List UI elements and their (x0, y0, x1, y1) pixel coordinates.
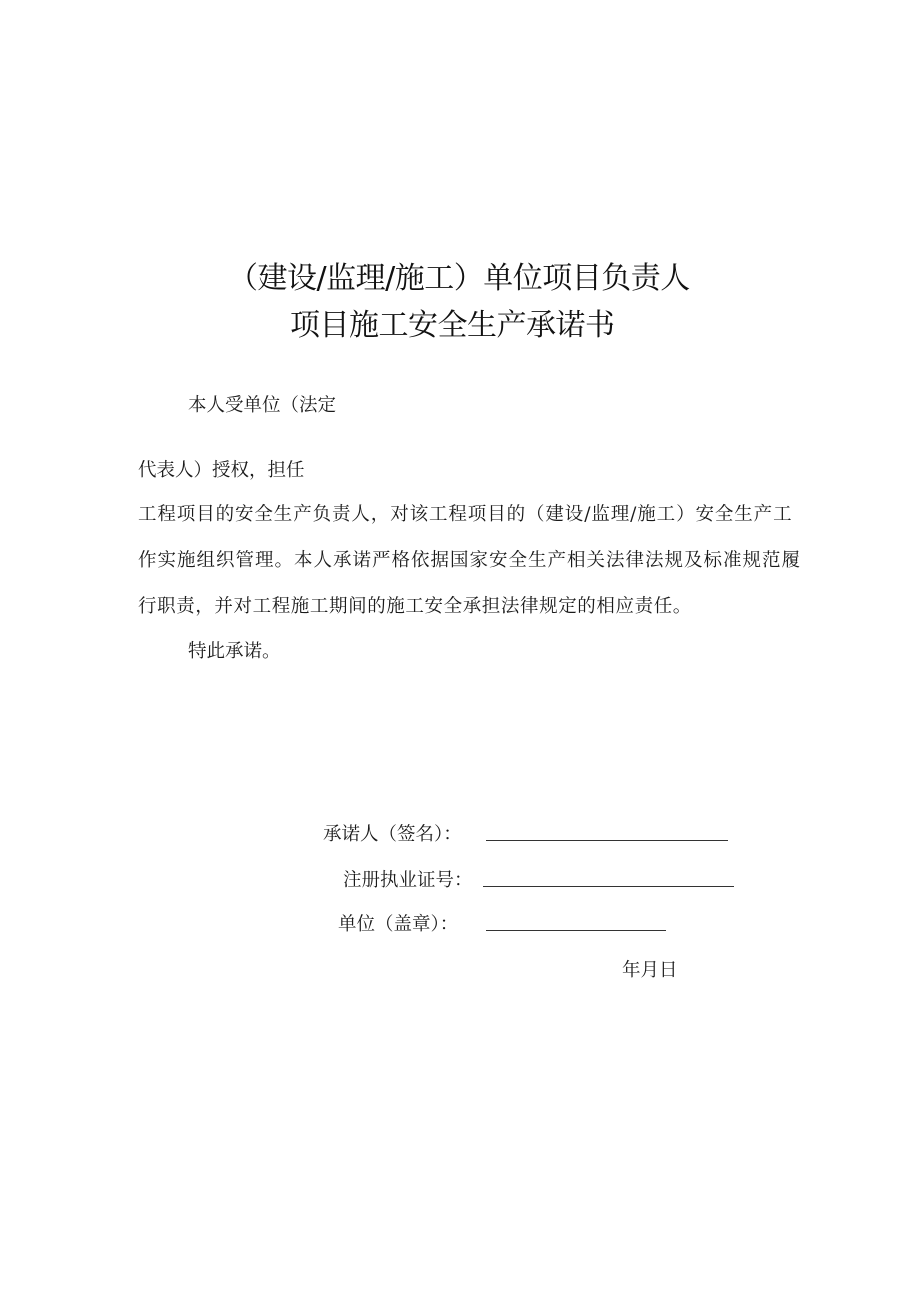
unit-seal-label: 单位（盖章）： (338, 914, 459, 935)
license-number-row (0, 866, 920, 896)
unit-seal-row (0, 910, 920, 940)
document-title-line-2: 项目施工安全生产承诺书 (290, 308, 615, 343)
license-number-field[interactable] (483, 886, 734, 887)
body-paragraph-line-2: 代表人）授权，担任 (138, 460, 305, 481)
promisor-signature-label: 承诺人（签名）： (323, 824, 462, 845)
document-title-line-1: （建设/监理/施工）单位项目负责人 (228, 261, 690, 296)
promisor-signature-field[interactable] (486, 840, 728, 841)
closing-statement: 特此承诺。 (188, 641, 281, 662)
body-paragraph-line-3: 工程项目的安全生产负责人，对该工程项目的（建设/监理/施工）安全生产工 (138, 504, 793, 525)
promisor-signature-row (0, 820, 920, 850)
unit-seal-field[interactable] (486, 930, 666, 931)
body-paragraph-line-4: 作实施组织管理。本人承诺严格依据国家安全生产相关法律法规及标准规范履 (138, 550, 802, 571)
license-number-label: 注册执业证号： (343, 870, 473, 891)
date-line: 年月日 (622, 960, 678, 981)
body-paragraph-line-1: 本人受单位（法定 (188, 395, 337, 416)
body-paragraph-line-5: 行职责，并对工程施工期间的施工安全承担法律规定的相应责任。 (138, 596, 692, 617)
